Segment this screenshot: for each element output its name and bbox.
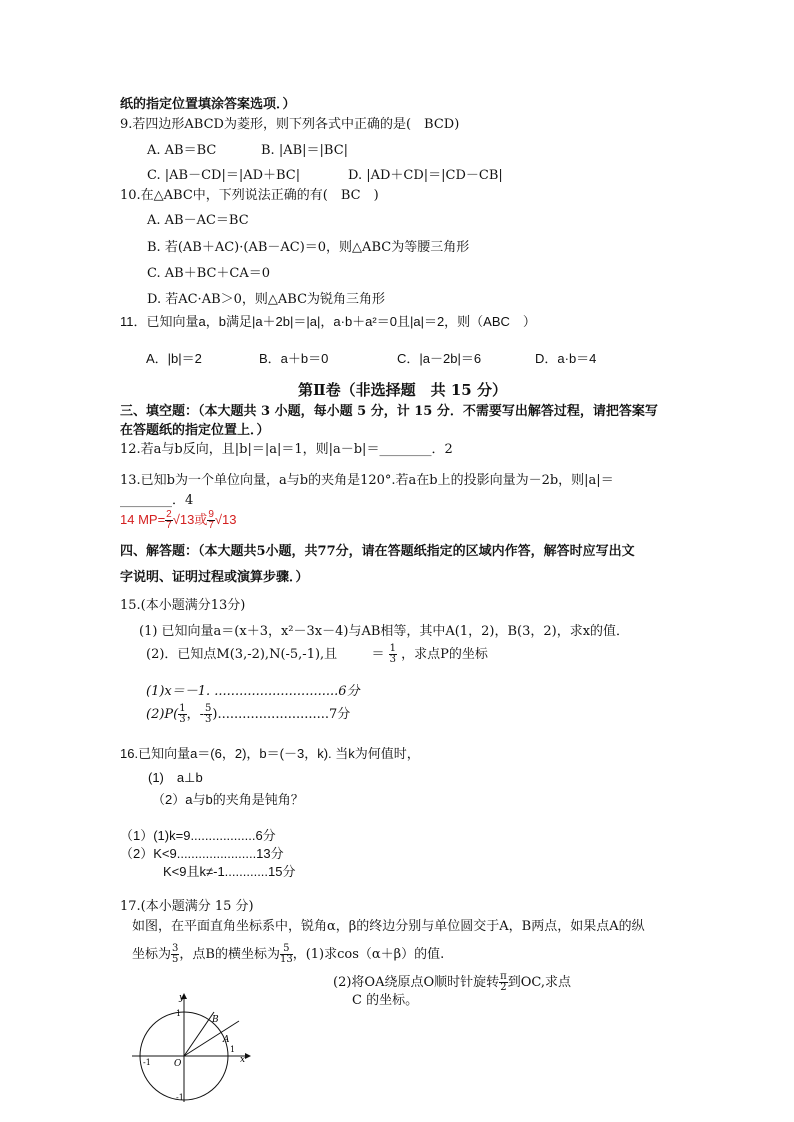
q17-line2-b: ，点B的横坐标为 <box>179 947 280 962</box>
q14-root2: √13 <box>214 511 237 527</box>
x-tick-neg: -1 <box>143 1058 151 1067</box>
q17-line2-a: 坐标为 <box>132 947 172 962</box>
q17-part2-frac <box>499 972 508 993</box>
section3-line1: 三、填空题：（本大题共 3 小题，每小题 5 分，计 15 分．不需要写出解答过程，请把答案写 <box>120 404 658 419</box>
q17-header: 17.(本小题满分 15 分) <box>120 899 254 914</box>
ray-ob <box>184 1012 214 1056</box>
q14-frac1-den: 7 <box>166 520 172 531</box>
q16-part2: （2）a与b的夹角是钝角？ <box>152 792 304 807</box>
q17-part2-a: (2)将OA绕原点O顺时针旋转 <box>333 975 500 990</box>
top-line: 纸的指定位置填涂答案选项．） <box>120 97 296 112</box>
q9-option-c: C. |AB－CD|＝|AD＋BC| <box>147 168 301 183</box>
q17-frac2-num: 5 <box>280 944 293 955</box>
q11-option-c: C．|a－2b|＝6 <box>397 351 482 366</box>
q17-line1: 如图，在平面直角坐标系中，锐角α，β的终边分别与单位圆交于A，B两点，如果点A的纵 <box>132 919 645 934</box>
q17-line2-c: ，(1)求cos（α＋β）的值. <box>292 947 445 962</box>
q14-frac1-num: 2 <box>166 509 172 520</box>
q9-stem: 9.若四边形ABCD为菱形，则下列各式中正确的是( BCD) <box>120 117 460 132</box>
origin-label: O <box>174 1059 182 1069</box>
q10-option-c: C. AB＋BC＋CA＝0 <box>147 266 271 281</box>
q15-part2-text-a: (2)．已知点M(3,-2),N(-5,-1),且 <box>146 647 338 662</box>
q16-answer1: （1）(1)k=9..................6分 <box>120 828 276 843</box>
q13-line1: 13.已知b为一个单位向量，a与b的夹角是120°.若a在b上的投影向量为－2b，则|a|＝ <box>120 473 614 488</box>
y-tick-pos: 1 <box>176 1009 182 1018</box>
section4-line2: 字说明、证明过程或演算步骤．） <box>120 570 309 585</box>
q14-root1: √13 <box>172 511 195 527</box>
q14-answer <box>120 510 237 531</box>
q15-part1: (1) 已知向量a＝(x＋3，x²－3x－4)与AB相等，其中A(1，2)，B(3，2)，求x的值． <box>139 624 630 639</box>
q15-part2-text-b: ，求点P的坐标 <box>401 647 488 662</box>
q9-option-d: D. |AD＋CD|＝|CD－CB| <box>348 168 503 183</box>
q15-answer2 <box>146 704 350 725</box>
q16-answer2: （2）K<9......................13分 <box>120 846 284 861</box>
q15-part2-num: 1 <box>389 643 396 654</box>
q12-text: 12.若a与b反向，且|b|＝|a|＝1，则|a－b|＝________．2 <box>120 442 453 457</box>
q14-frac2-num: 9 <box>208 509 214 520</box>
q17-frac1-num: 3 <box>172 943 179 954</box>
section4-line1: 四、解答题：（本大题共5小题，共77分，请在答题纸指定的区域内作答，解答时应写出文 <box>120 544 635 559</box>
q11-option-b: B．a＋b＝0 <box>259 351 329 366</box>
q15-ans2-mid: ，- <box>186 707 205 722</box>
q10-stem: 10.在△ABC中，下列说法正确的有( BC ) <box>120 188 379 203</box>
q10-option-d: D. 若AC·AB＞0，则△ABC为锐角三角形 <box>147 292 386 307</box>
q16-answer3: K<9且k≠-1............15分 <box>163 864 296 879</box>
q15-ans2-d1: 3 <box>179 714 186 725</box>
q11-option-d: D．a·b＝4 <box>535 351 597 366</box>
section2-title: 第Ⅱ卷（非选择题 共 15 分） <box>298 381 507 399</box>
q15-ans2-n2: 5 <box>205 703 212 714</box>
section3-line2: 在答题纸的指定位置上．） <box>120 423 270 438</box>
q15-part2-frac <box>389 644 397 665</box>
x-axis-label: x <box>240 1055 246 1065</box>
q17-part2-num: π <box>500 971 507 982</box>
q15-ans2-d2: 3 <box>205 714 212 725</box>
q15-part2-den: 3 <box>389 654 396 665</box>
q11-stem: 11．已知向量a，b满足|a＋2b|＝|a|，a·b＋a²＝0且|a|＝2，则（ABC ） <box>120 314 536 329</box>
q15-header: 15.(本小题满分13分) <box>120 598 246 613</box>
q17-frac2-den: 13 <box>279 954 293 965</box>
q15-ans2-frac1 <box>178 704 186 725</box>
q14-frac2-den: 7 <box>208 520 214 531</box>
q16-stem: 16.已知向量a＝(6，2)，b＝(－3，k). 当k为何值时， <box>120 746 420 761</box>
q9-option-a: A. AB＝BC <box>147 143 217 158</box>
q14-or: 或 <box>194 511 208 527</box>
q17-frac2 <box>280 944 293 965</box>
q11-option-a: A．|b|＝2 <box>146 351 202 366</box>
q15-ans2-n1: 1 <box>179 703 186 714</box>
q13-line2: ________．4 <box>120 493 194 508</box>
unit-circle-figure <box>128 990 258 1108</box>
q15-ans2-a: (2)P( <box>146 707 179 722</box>
q15-part2-eq: ＝ <box>371 647 385 662</box>
q17-part2-c: C 的坐标。 <box>352 993 419 1008</box>
q15-part2 <box>146 644 488 665</box>
q17-part2-den: 2 <box>500 982 507 993</box>
q17-line2 <box>132 944 444 965</box>
q16-part1: (1) a⊥b <box>148 770 203 785</box>
point-a-label: A <box>223 1035 230 1045</box>
q14-frac1 <box>165 510 173 531</box>
q15-ans2-b: )...........................7分 <box>212 707 351 722</box>
q15-answer1: (1)x＝－1. ..............................6分 <box>146 684 360 699</box>
q17-frac1-den: 5 <box>172 954 179 965</box>
y-tick-neg: -1 <box>176 1093 184 1102</box>
q17-part2 <box>333 972 571 993</box>
x-tick-pos: 1 <box>230 1045 236 1054</box>
q17-part2-b: 到OC,求点 <box>507 975 571 990</box>
y-axis-label: y <box>179 993 185 1003</box>
q9-option-b: B. |AB|＝|BC| <box>261 143 349 158</box>
q10-option-a: A. AB－AC＝BC <box>147 213 249 228</box>
q14-label: 14 MP= <box>120 511 166 527</box>
point-b-label: B <box>212 1015 219 1025</box>
q14-frac2 <box>207 510 215 531</box>
q10-option-b: B. 若(AB＋AC)·(AB－AC)＝0，则△ABC为等腰三角形 <box>147 240 470 255</box>
